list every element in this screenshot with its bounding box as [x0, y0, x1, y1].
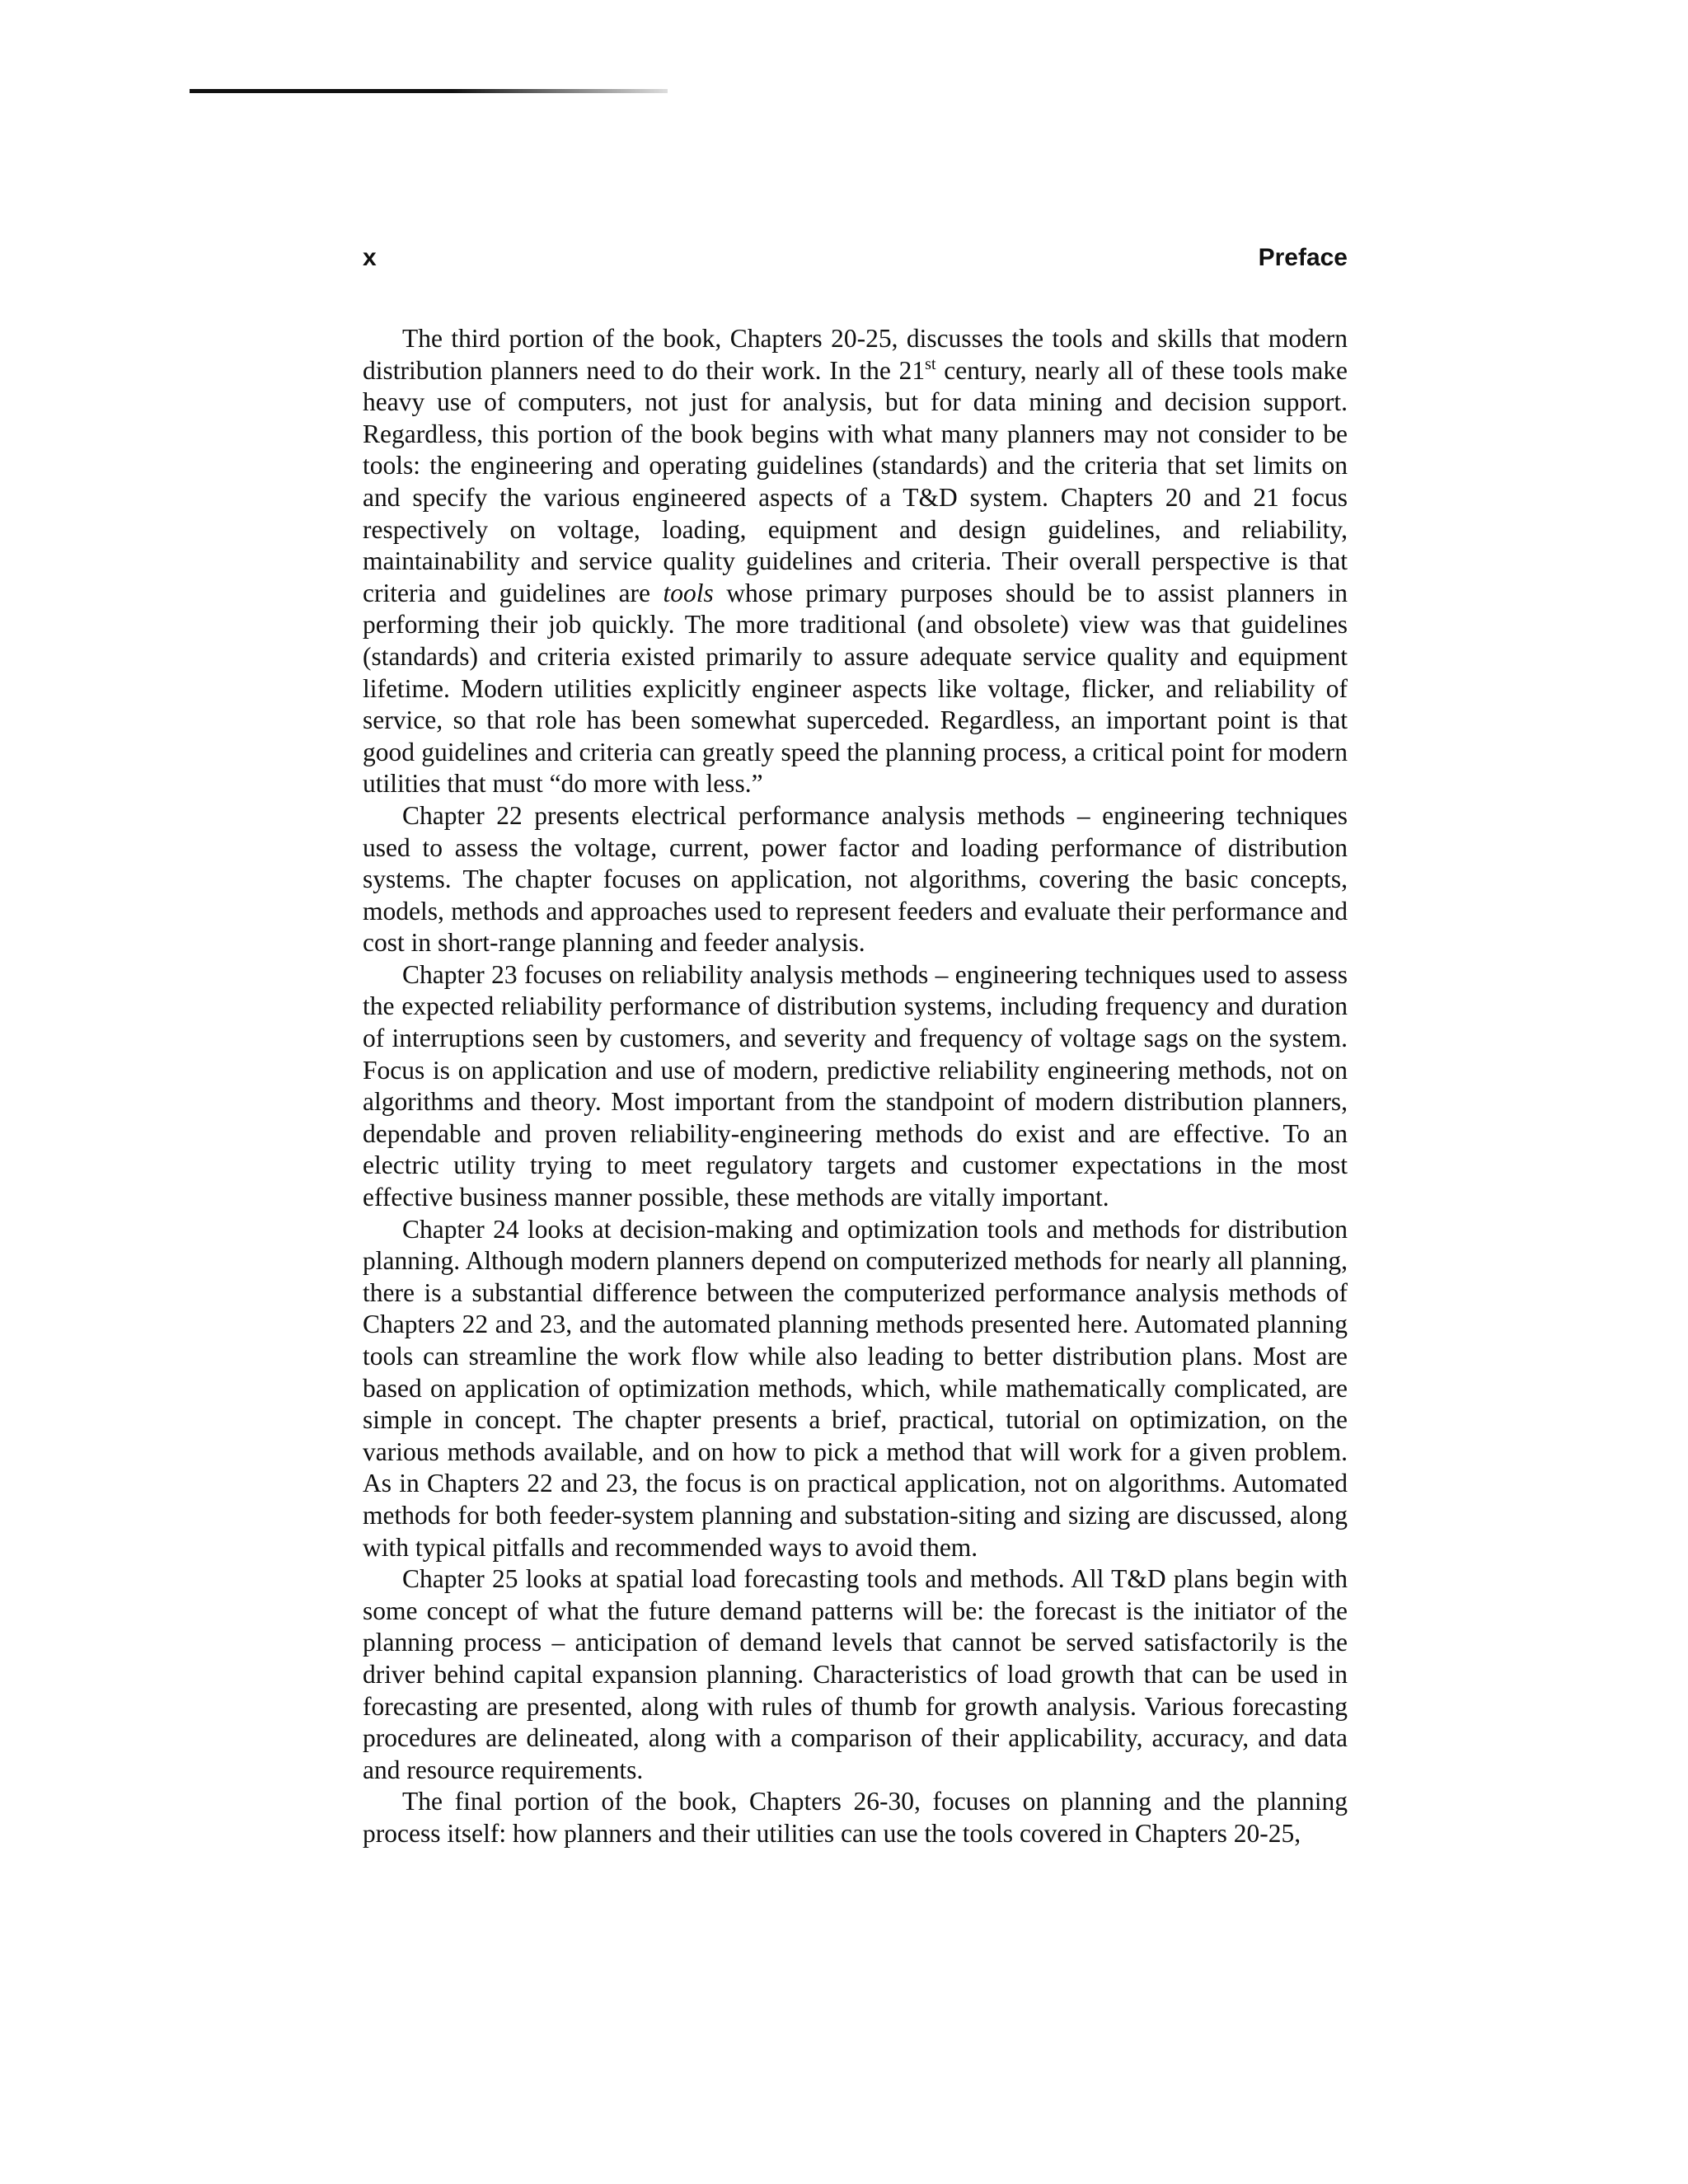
- paragraph-text: whose primary purposes should be to assist planners in performing their job quickly. The more traditional (and obsolete) view was that guidelines (standards) and criteria existed primarily to assure adequate service quality and equipment lifetime. Modern utilities explicitly engineer aspects like voltage, flicker, and reliability of service, so that role has been somewhat superceded. Regardless, an important point is that good guidelines and criteria can greatly speed the planning process, a critical point for modern utilities that must “do more with less.”: [363, 578, 1348, 799]
- paragraph: Chapter 22 presents electrical performance analysis methods – engineering techniques used to assess the voltage, current, power factor and loading performance of distribution systems. The chapter focuses on application, not algorithms, covering the basic concepts, models, methods and approaches used to represent feeders and evaluate their performance and cost in short-range planning and feeder analysis.: [363, 800, 1348, 958]
- paragraph-text: century, nearly all of these tools make heavy use of computers, not just for analysis, but for data mining and decision support. Regardless, this portion of the book begins with what many planners may not consider to be tools: the engineering and operating guidelines (standards) and the criteria that set limits on and specify the various engineered aspects of a T&D system. Chapters 20 and 21 focus respectively on voltage, loading, equipment and design guidelines, and reliability, maintainability and service quality guidelines and criteria. Their overall perspective is that criteria and guidelines are: [363, 355, 1348, 607]
- emphasis: tools: [663, 578, 714, 607]
- body-text: [363, 323, 1348, 1850]
- paragraph: Chapter 24 looks at decision-making and optimization tools and methods for distribution planning. Although modern planners depend on computerized methods for nearly all planning, there is a substantial difference between the computerized performance analysis methods of Chapters 22 and 23, and the automated planning methods presented here. Automated planning tools can streamline the work flow while also leading to better distribution plans. Most are based on application of optimization methods, which, while mathematically complicated, are simple in concept. The chapter presents a brief, practical, tutorial on optimization, on the various methods available, and on how to pick a method that will work for a given problem. As in Chapters 22 and 23, the focus is on practical application, not on algorithms. Automated methods for both feeder-system planning and substation-siting and sizing are discussed, along with typical pitfalls and recommended ways to avoid them.: [363, 1214, 1348, 1562]
- running-head: [363, 244, 1348, 285]
- paragraph: Chapter 23 focuses on reliability analysis methods – engineering techniques used to assess the expected reliability performance of distribution systems, including frequency and duration of interruptions seen by customers, and severity and frequency of voltage sags on the system. Focus is on application and use of modern, predictive reliability engineering methods, not on algorithms and theory. Most important from the standpoint of modern distribution planners, dependable and proven reliability-engineering methods do exist and are effective. To an electric utility trying to meet regulatory targets and customer expectations in the most effective business manner possible, these methods are vitally important.: [363, 959, 1348, 1212]
- paragraph: [363, 323, 1348, 800]
- paragraph: The final portion of the book, Chapters 26-30, focuses on planning and the planning process itself: how planners and their utilities can use the tools covered in Chapters 20-25,: [363, 1787, 1348, 1848]
- section-title: Preface: [1258, 244, 1348, 271]
- page-number: x: [363, 244, 377, 271]
- superscript: st: [925, 354, 936, 373]
- paragraph: Chapter 25 looks at spatial load forecasting tools and methods. All T&D plans begin with some concept of what the future demand patterns will be: the forecast is the initiator of the planning process – anticipation of demand levels that cannot be served satisfactorily is the driver behind capital expansion planning. Characteristics of load growth that can be used in forecasting are presented, along with rules of thumb for growth analysis. Various forecasting procedures are delineated, along with a comparison of their applicability, accuracy, and data and resource requirements.: [363, 1564, 1348, 1784]
- paragraph-text: The third portion of the book, Chapters 20-25, discusses the tools and skills that modern distribution planners need to do their work. In the 21: [363, 324, 1348, 385]
- top-rule: [190, 89, 668, 93]
